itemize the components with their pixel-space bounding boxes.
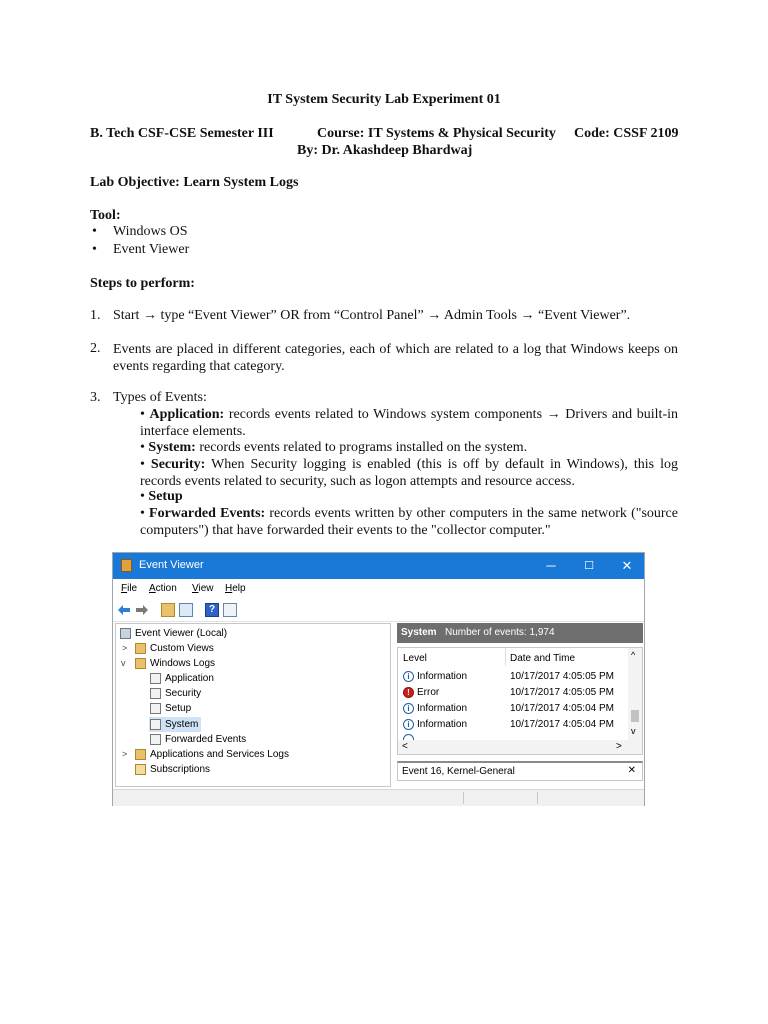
step-number: 1. xyxy=(90,308,101,323)
menu-file[interactable]: File xyxy=(121,583,138,594)
row-level: Information xyxy=(417,703,468,714)
log-name: System xyxy=(401,627,437,638)
log-tree-pane xyxy=(115,623,391,787)
event-type-label: Application: xyxy=(149,407,225,422)
log-icon xyxy=(150,673,161,684)
tool-item: Event Viewer xyxy=(113,242,190,257)
tree-item-log[interactable]: Forwarded Events xyxy=(165,734,247,745)
minimize-icon[interactable]: ─ xyxy=(546,558,556,573)
author-line: By: Dr. Akashdeep Bhardwaj xyxy=(297,143,473,158)
document-title: IT System Security Lab Experiment 01 xyxy=(267,92,501,107)
event-detail-title: Event 16, Kernel-General xyxy=(402,766,515,777)
error-icon: ! xyxy=(403,687,414,698)
event-count: Number of events: 1,974 xyxy=(445,627,555,638)
row-date: 10/17/2017 4:05:05 PM xyxy=(510,671,614,682)
scroll-down-icon[interactable]: v xyxy=(631,726,636,736)
table-row[interactable] xyxy=(398,717,628,733)
tree-item-subscriptions[interactable]: Subscriptions xyxy=(150,764,211,775)
event-viewer-app-icon xyxy=(121,559,132,572)
event-type-security: • Security: When Security logging is enabled (this is off by default in Windows), this log records events related to security, such as logon attempts and resource access. xyxy=(140,457,678,489)
column-header-date[interactable]: Date and Time xyxy=(510,653,576,664)
forward-arrow-icon[interactable] xyxy=(135,603,149,617)
show-hide-tree-icon[interactable] xyxy=(179,603,193,617)
bullet-dot: • xyxy=(92,224,97,239)
row-date: 10/17/2017 4:05:04 PM xyxy=(510,703,614,714)
event-type-label: Security: xyxy=(150,457,206,472)
tool-item: Windows OS xyxy=(113,224,188,239)
bullet-dot: • xyxy=(92,242,97,257)
step-text: Events are placed in different categories, each of which are related to a log that Windows keeps on events regarding that category. xyxy=(113,342,678,374)
tree-item-log[interactable]: Security xyxy=(165,688,202,699)
menu-help[interactable]: Help xyxy=(225,583,246,594)
window-title: Event Viewer xyxy=(139,559,204,571)
event-type-label: Setup xyxy=(148,489,183,504)
log-icon xyxy=(150,734,161,745)
lab-objective: Lab Objective: Learn System Logs xyxy=(90,175,299,190)
scroll-up-icon[interactable]: ^ xyxy=(631,650,636,660)
event-type-desc: When Security logging is enabled (this is off by default in Windows), this log records events related to security, such as logon attempts and resource access. xyxy=(140,457,678,489)
tree-item-log[interactable]: Setup xyxy=(165,703,192,714)
row-level: Information xyxy=(417,719,468,730)
maximize-icon[interactable]: ☐ xyxy=(584,560,594,572)
course-code: Code: CSSF 2109 xyxy=(574,126,679,141)
scroll-right-icon[interactable]: > xyxy=(616,741,622,752)
event-type-desc: records events written by other computers in the same network ("source computers") that have forwarded their events to the "collector computer." xyxy=(140,506,678,538)
menu-action[interactable]: Action xyxy=(149,583,177,594)
menu-view[interactable]: View xyxy=(192,583,214,594)
help-icon[interactable]: ? xyxy=(205,603,219,617)
info-icon: i xyxy=(403,703,414,714)
folder-icon xyxy=(135,749,146,760)
log-icon xyxy=(150,688,161,699)
event-type-desc: records events related to programs installed on the system. xyxy=(195,440,528,455)
step-number: 3. xyxy=(90,390,101,405)
events-pane xyxy=(397,623,643,787)
toolbar xyxy=(113,599,644,622)
tool-heading: Tool: xyxy=(90,208,121,223)
step-text: Start → type “Event Viewer” OR from “Control Panel” → Admin Tools → “Event Viewer”. xyxy=(113,308,631,323)
menu-bar xyxy=(113,579,644,599)
event-type-desc: records events related to Windows system components → Drivers and built-in interface elements. xyxy=(140,407,678,439)
status-divider xyxy=(463,792,464,804)
tree-item-apps-services[interactable]: Applications and Services Logs xyxy=(150,749,289,760)
info-icon: i xyxy=(403,719,414,730)
close-icon[interactable]: ✕ xyxy=(627,765,636,776)
tree-item-custom-views[interactable]: Custom Views xyxy=(150,643,214,654)
status-divider xyxy=(537,792,538,804)
scroll-left-icon[interactable]: < xyxy=(402,741,408,752)
horizontal-scrollbar[interactable] xyxy=(398,740,642,754)
scroll-thumb[interactable] xyxy=(631,710,639,722)
column-separator xyxy=(505,648,506,666)
row-level: Error xyxy=(417,687,440,698)
close-icon[interactable]: ✕ xyxy=(621,558,633,573)
row-level: Information xyxy=(417,671,468,682)
back-arrow-icon[interactable] xyxy=(117,603,131,617)
vertical-scrollbar[interactable] xyxy=(628,648,642,740)
chevron-right-icon[interactable]: > xyxy=(122,749,128,759)
table-row[interactable] xyxy=(398,669,628,685)
event-type-application: • Application: records events related to Windows system components → Drivers and built-in interface elements. xyxy=(140,407,678,439)
row-date: 10/17/2017 4:05:04 PM xyxy=(510,719,614,730)
status-bar xyxy=(113,789,644,806)
properties-icon[interactable] xyxy=(223,603,237,617)
steps-heading: Steps to perform: xyxy=(90,276,195,291)
log-header xyxy=(397,623,643,643)
event-viewer-window xyxy=(112,552,645,806)
column-header-level[interactable]: Level xyxy=(403,653,427,664)
folder-icon xyxy=(135,643,146,654)
event-type-system: • System: records events related to programs installed on the system. xyxy=(140,440,528,455)
tree-item-log-selected[interactable]: System xyxy=(165,719,199,730)
event-detail-bar xyxy=(397,761,643,781)
computer-icon xyxy=(120,628,131,639)
log-icon xyxy=(150,703,161,714)
table-row[interactable] xyxy=(398,685,628,701)
event-type-label: Forwarded Events: xyxy=(149,506,266,521)
step-number: 2. xyxy=(90,341,101,356)
chevron-down-icon[interactable]: v xyxy=(121,658,126,668)
table-row[interactable] xyxy=(398,701,628,717)
step-text: Types of Events: xyxy=(113,390,207,405)
info-icon: i xyxy=(403,671,414,682)
up-folder-icon[interactable] xyxy=(161,603,175,617)
window-titlebar[interactable] xyxy=(113,553,644,579)
event-type-forwarded: • Forwarded Events: records events written by other computers in the same network ("source computers") that have forwarded their events to the "collector computer." xyxy=(140,506,678,538)
tree-item-windows-logs[interactable]: Windows Logs xyxy=(150,658,216,669)
event-type-setup: • Setup xyxy=(140,489,183,504)
tree-item-log[interactable]: Application xyxy=(165,673,214,684)
tree-item-root[interactable]: Event Viewer (Local) xyxy=(135,628,228,639)
events-table xyxy=(397,647,643,755)
folder-icon xyxy=(135,658,146,669)
log-icon xyxy=(150,719,161,730)
course-label: Course: IT Systems & Physical Security xyxy=(317,126,556,141)
row-date: 10/17/2017 4:05:05 PM xyxy=(510,687,614,698)
chevron-right-icon[interactable]: > xyxy=(122,643,128,653)
program-label: B. Tech CSF-CSE Semester III xyxy=(90,126,274,141)
event-type-label: System: xyxy=(148,440,196,455)
subscriptions-icon xyxy=(135,764,146,775)
